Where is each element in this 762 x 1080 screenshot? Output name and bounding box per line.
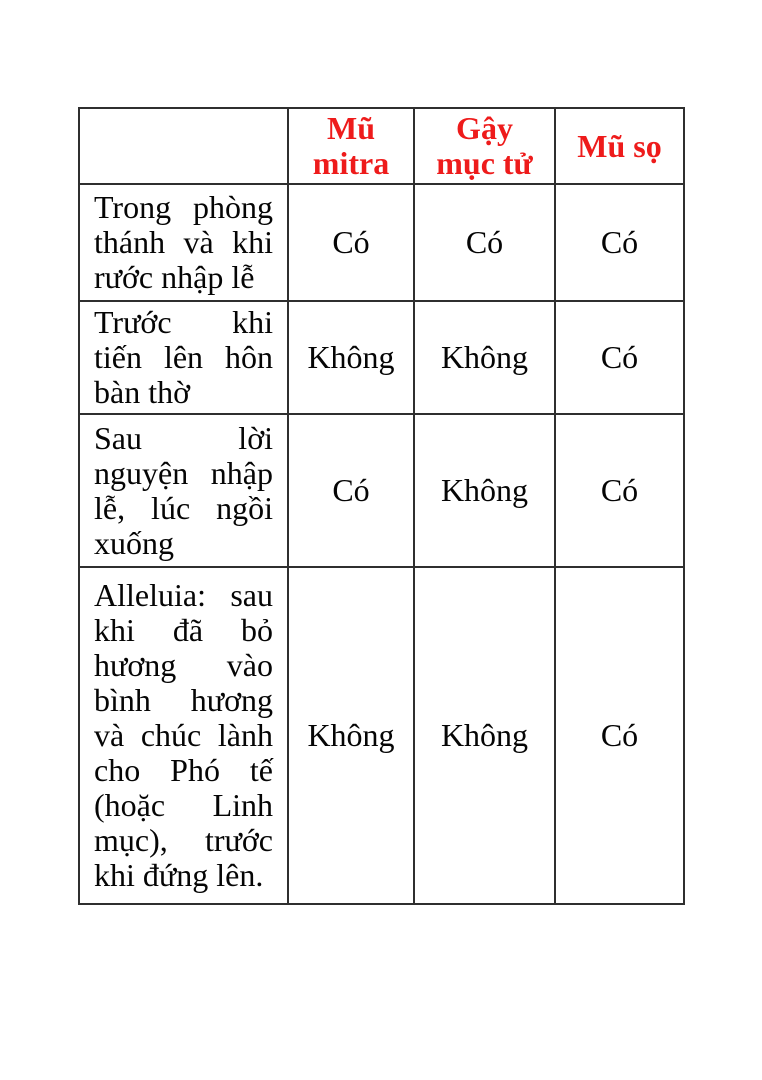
cell-zucchetto: Có: [555, 184, 684, 301]
header-cell-crosier: Gậy mục tử: [414, 108, 555, 184]
row-label-cell: Trước khi tiến lên hôn bàn thờ: [79, 301, 288, 414]
cell-crosier: Có: [414, 184, 555, 301]
table-row: [79, 301, 684, 414]
cell-crosier: Không: [414, 301, 555, 414]
row-label-cell: Alleluia: sau khi đã bỏ hương vào bình hương và chúc lành cho Phó tế (hoặc Linh mục), trước khi đứng lên.: [79, 567, 288, 904]
liturgical-usage-table: [78, 107, 685, 905]
header-cell-zucchetto: Mũ sọ: [555, 108, 684, 184]
cell-mitra: Có: [288, 414, 414, 567]
row-label-cell: Trong phòng thánh và khi rước nhập lễ: [79, 184, 288, 301]
table-row: [79, 184, 684, 301]
cell-crosier: Không: [414, 567, 555, 904]
cell-zucchetto: Có: [555, 567, 684, 904]
cell-mitra: Không: [288, 567, 414, 904]
table-header-row: [79, 108, 684, 184]
table-row: [79, 414, 684, 567]
cell-mitra: Không: [288, 301, 414, 414]
table-row: [79, 567, 684, 904]
cell-crosier: Không: [414, 414, 555, 567]
row-label-cell: Sau lời nguyện nhập lễ, lúc ngồi xuống: [79, 414, 288, 567]
cell-mitra: Có: [288, 184, 414, 301]
cell-zucchetto: Có: [555, 301, 684, 414]
cell-zucchetto: Có: [555, 414, 684, 567]
header-cell-mitra: Mũ mitra: [288, 108, 414, 184]
header-cell-empty: [79, 108, 288, 184]
